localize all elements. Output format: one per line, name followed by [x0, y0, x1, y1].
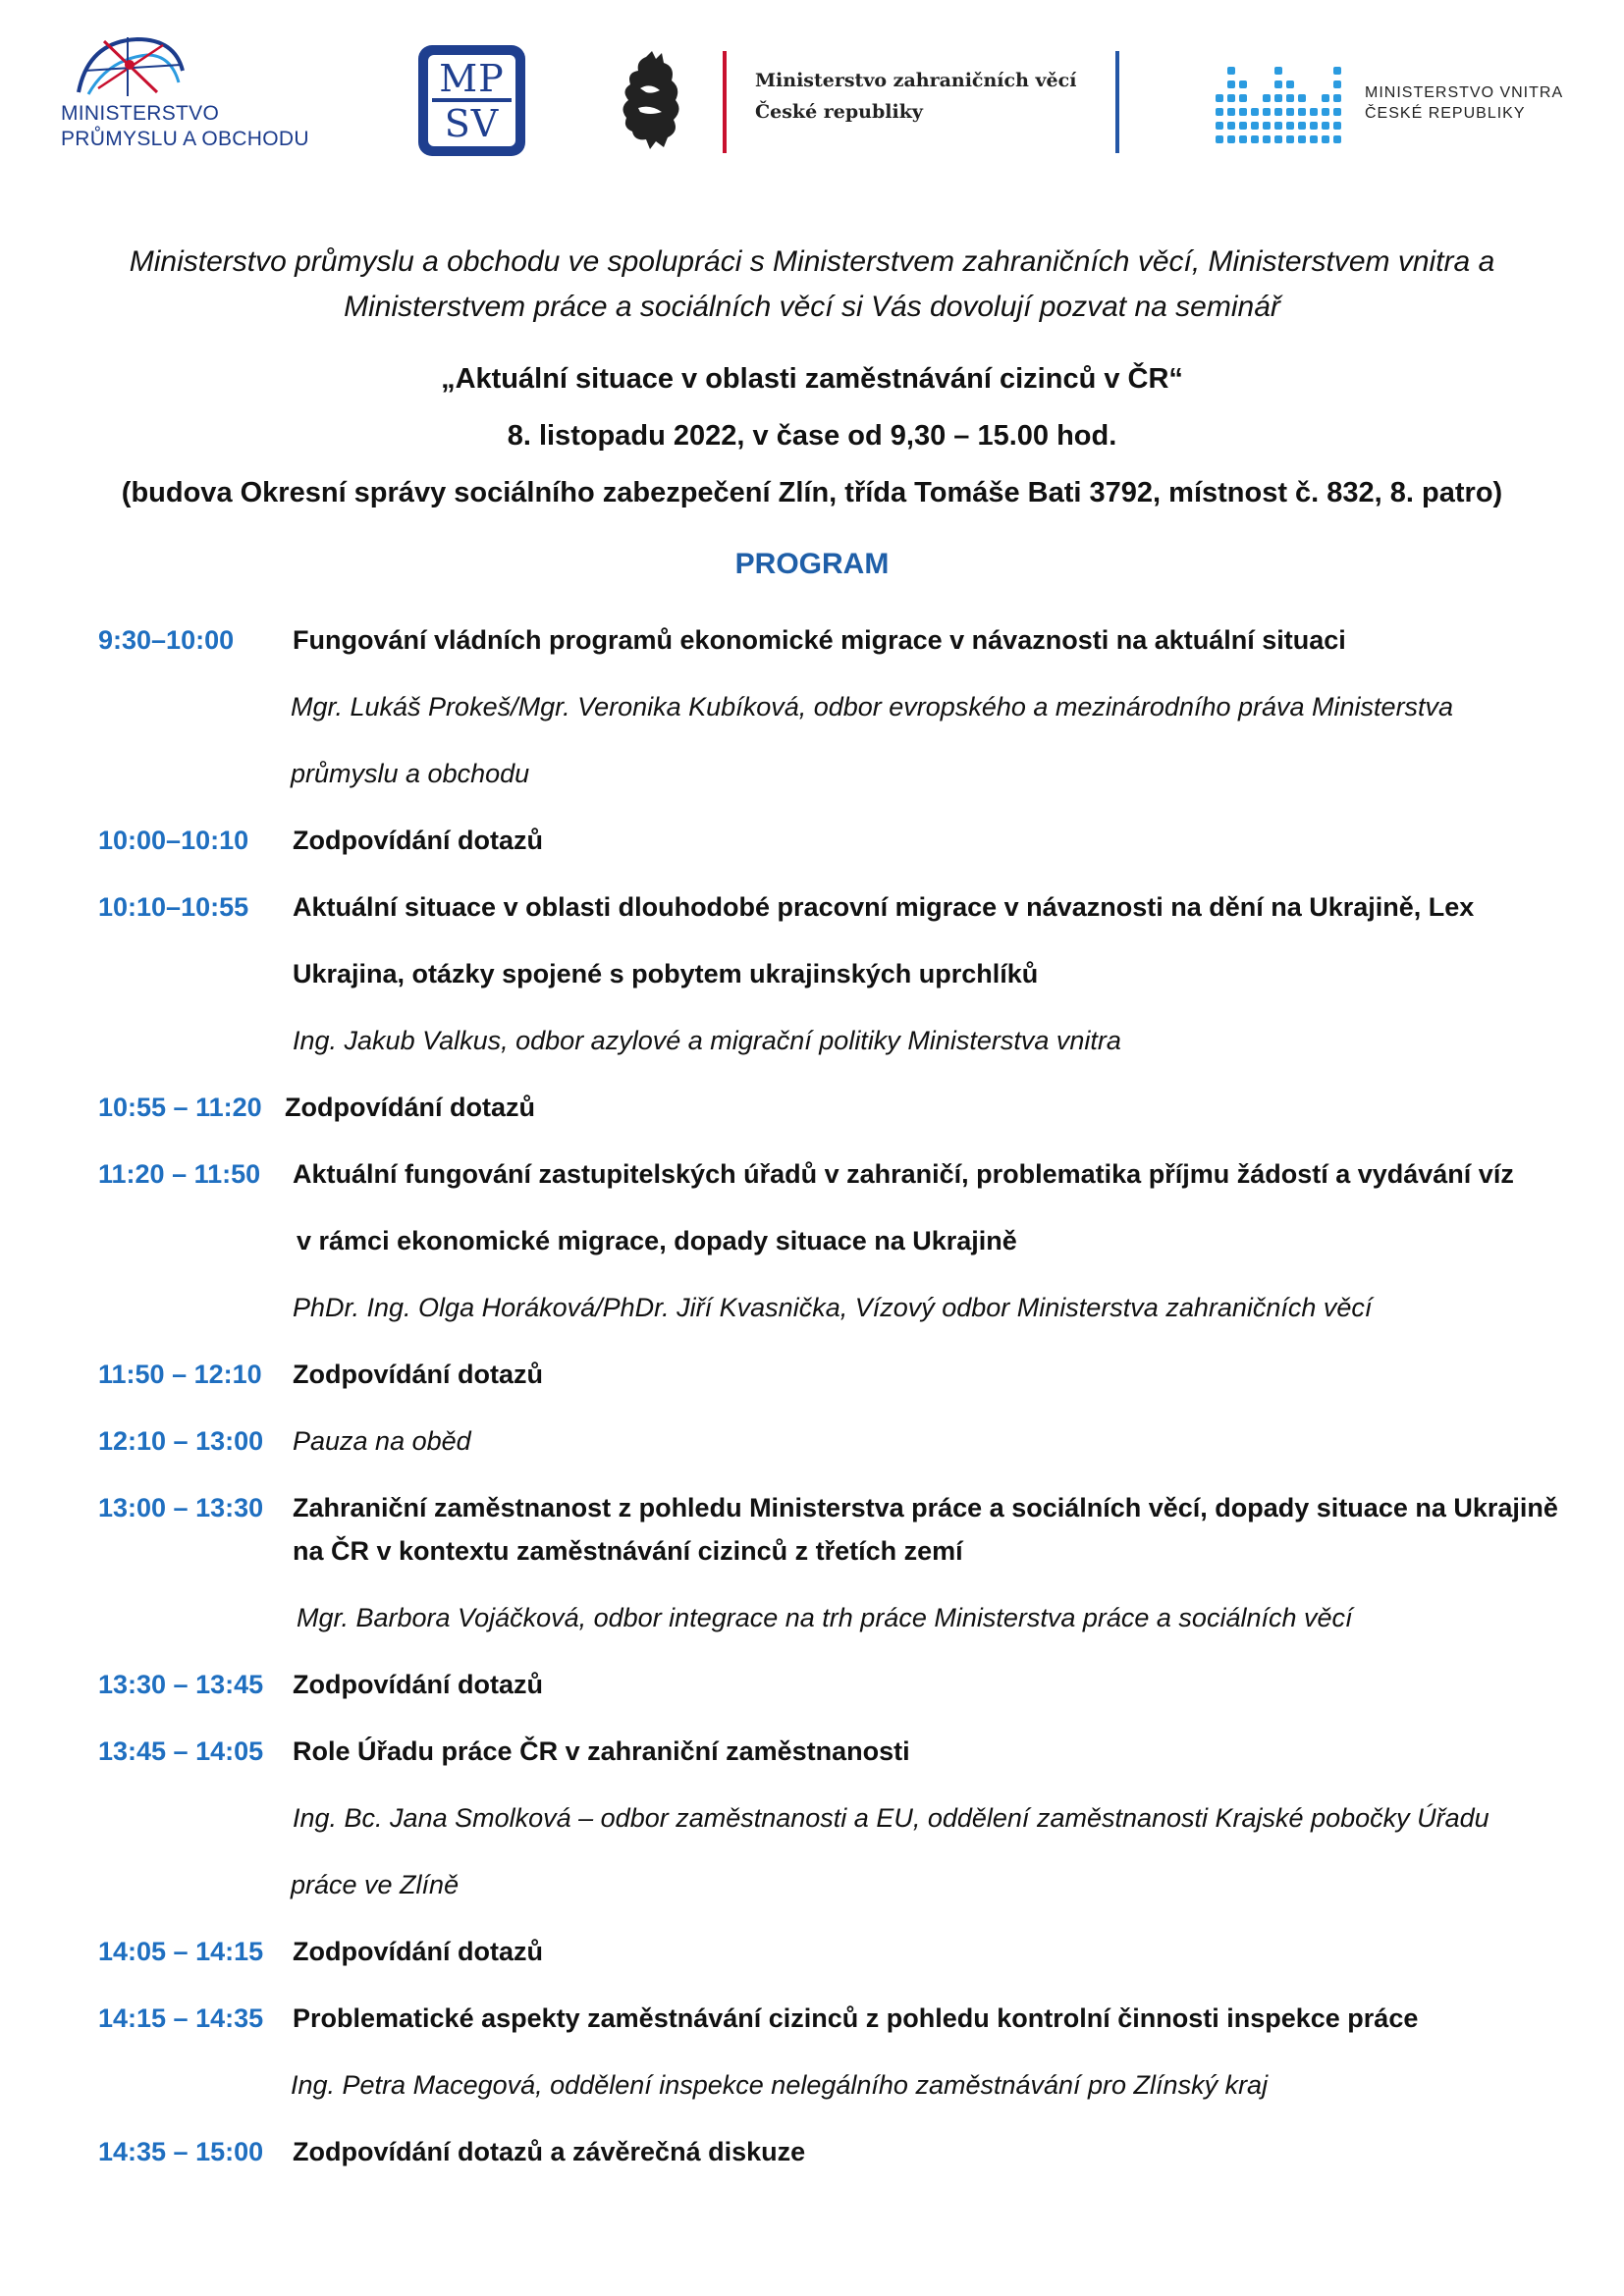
program-title: Problematické aspekty zaměstnávání cizinců z pohledu kontrolní činnosti inspekce práce — [293, 2003, 1419, 2033]
program-speaker: Ing. Bc. Jana Smolková – odbor zaměstnanosti a EU, oddělení zaměstnanosti Krajské pobočky Úřadu — [293, 1803, 1489, 1833]
program-time: 10:55 – 11:20 — [98, 1093, 262, 1122]
mpsv-logo-top: MP — [439, 57, 505, 100]
program-speaker: Ing. Jakub Valkus, odbor azylové a migrační politiky Ministerstva vnitra — [293, 1026, 1121, 1055]
mzv-red-separator — [723, 51, 727, 153]
mpo-logo-line1: MINISTERSTVO — [61, 102, 220, 125]
program-heading: PROGRAM — [734, 548, 890, 580]
program-title: Aktuální situace v oblasti dlouhodobé pracovní migrace v návaznosti na dění na Ukrajině, Lex — [293, 892, 1475, 922]
mzv-blue-separator — [1115, 51, 1119, 153]
program-title: Role Úřadu práce ČR v zahraniční zaměstnanosti — [293, 1736, 910, 1766]
mpsv-logo-bottom: SV — [444, 102, 500, 145]
seminar-date: 8. listopadu 2022, v čase od 9,30 – 15.00 hod. — [507, 420, 1117, 452]
program-title: Aktuální fungování zastupitelských úřadů v zahraničí, problematika příjmu žádostí a vydávání víz — [293, 1159, 1514, 1189]
program-speaker: PhDr. Ing. Olga Horáková/PhDr. Jiří Kvasnička, Vízový odbor Ministerstva zahraničních věcí — [293, 1293, 1373, 1322]
seminar-venue: (budova Okresní správy sociálního zabezpečení Zlín, třída Tomáše Bati 3792, místnost č. 832, 8. patro) — [121, 477, 1503, 508]
program-title: Zodpovídání dotazů — [293, 1670, 543, 1699]
program-time: 13:45 – 14:05 — [98, 1736, 264, 1766]
intro-line-1: Ministerstvo průmyslu a obchodu ve spolupráci s Ministerstvem zahraničních věcí, Ministerstvem vnitra a — [129, 245, 1495, 278]
program-speaker: Mgr. Lukáš Prokeš/Mgr. Veronika Kubíková, odbor evropského a mezinárodního práva Ministerstva — [291, 692, 1454, 721]
program-title: Fungování vládních programů ekonomické migrace v návaznosti na aktuální situaci — [293, 625, 1346, 655]
mv-dots-icon — [1214, 49, 1351, 147]
program-time: 10:10–10:55 — [98, 892, 249, 922]
program-title: Pauza na oběd — [293, 1426, 471, 1456]
mzv-logo — [617, 47, 1127, 155]
mzv-logo-line1: Ministerstvo zahraničních věcí — [755, 70, 1077, 91]
mv-logo-line1: MINISTERSTVO VNITRA — [1365, 84, 1564, 101]
program-title: Zodpovídání dotazů — [293, 1937, 543, 1966]
mzv-logo-line2: České republiky — [755, 101, 923, 123]
program-time: 13:00 – 13:30 — [98, 1493, 264, 1522]
program-title: Zodpovídání dotazů — [293, 1360, 543, 1389]
program-speaker: Mgr. Barbora Vojáčková, odbor integrace na trh práce Ministerstva práce a sociálních věcí — [297, 1603, 1353, 1632]
program-time: 10:00–10:10 — [98, 826, 249, 855]
program-title: Zodpovídání dotazů — [293, 826, 543, 855]
program-title: Zodpovídání dotazů — [285, 1093, 535, 1122]
mpsv-logo — [416, 43, 527, 158]
mpo-logo — [59, 31, 324, 154]
program-title-cont: v rámci ekonomické migrace, dopady situace na Ukrajině — [297, 1226, 1017, 1255]
program-time: 14:05 – 14:15 — [98, 1937, 264, 1966]
mpo-globe-icon — [69, 31, 187, 100]
mv-logo — [1214, 49, 1587, 147]
program-speaker-cont: průmyslu a obchodu — [291, 759, 530, 788]
seminar-title: „Aktuální situace v oblasti zaměstnávání cizinců v ČR“ — [441, 363, 1183, 395]
program-time: 11:20 – 11:50 — [98, 1159, 261, 1189]
program-title-cont: Ukrajina, otázky spojené s pobytem ukrajinských uprchlíků — [293, 959, 1039, 988]
intro-line-2: Ministerstvem práce a sociálních věcí si Vás dovolují pozvat na seminář — [344, 291, 1280, 323]
mv-logo-line2: ČESKÉ REPUBLIKY — [1365, 105, 1526, 122]
program-time: 14:35 – 15:00 — [98, 2137, 264, 2166]
program-time: 13:30 – 13:45 — [98, 1670, 264, 1699]
program-time: 12:10 – 13:00 — [98, 1426, 264, 1456]
program-title: Zodpovídání dotazů a závěrečná diskuze — [293, 2137, 806, 2166]
program-time: 11:50 – 12:10 — [98, 1360, 262, 1389]
program-speaker-cont: práce ve Zlíně — [291, 1870, 460, 1899]
program-time: 9:30–10:00 — [98, 625, 235, 655]
czech-lion-icon — [617, 49, 685, 151]
program-speaker: Ing. Petra Macegová, oddělení inspekce nelegálního zaměstnávání pro Zlínský kraj — [291, 2070, 1269, 2100]
program-time: 14:15 – 14:35 — [98, 2003, 264, 2033]
program-title: Zahraniční zaměstnanost z pohledu Ministerstva práce a sociálních věcí, dopady situace na Ukrajině — [293, 1493, 1558, 1522]
mpo-logo-line2: PRŮMYSLU A OBCHODU — [61, 128, 309, 150]
program-title-cont: na ČR v kontextu zaměstnávání cizinců z třetích zemí — [293, 1536, 963, 1566]
invitation-intro — [98, 240, 1526, 330]
